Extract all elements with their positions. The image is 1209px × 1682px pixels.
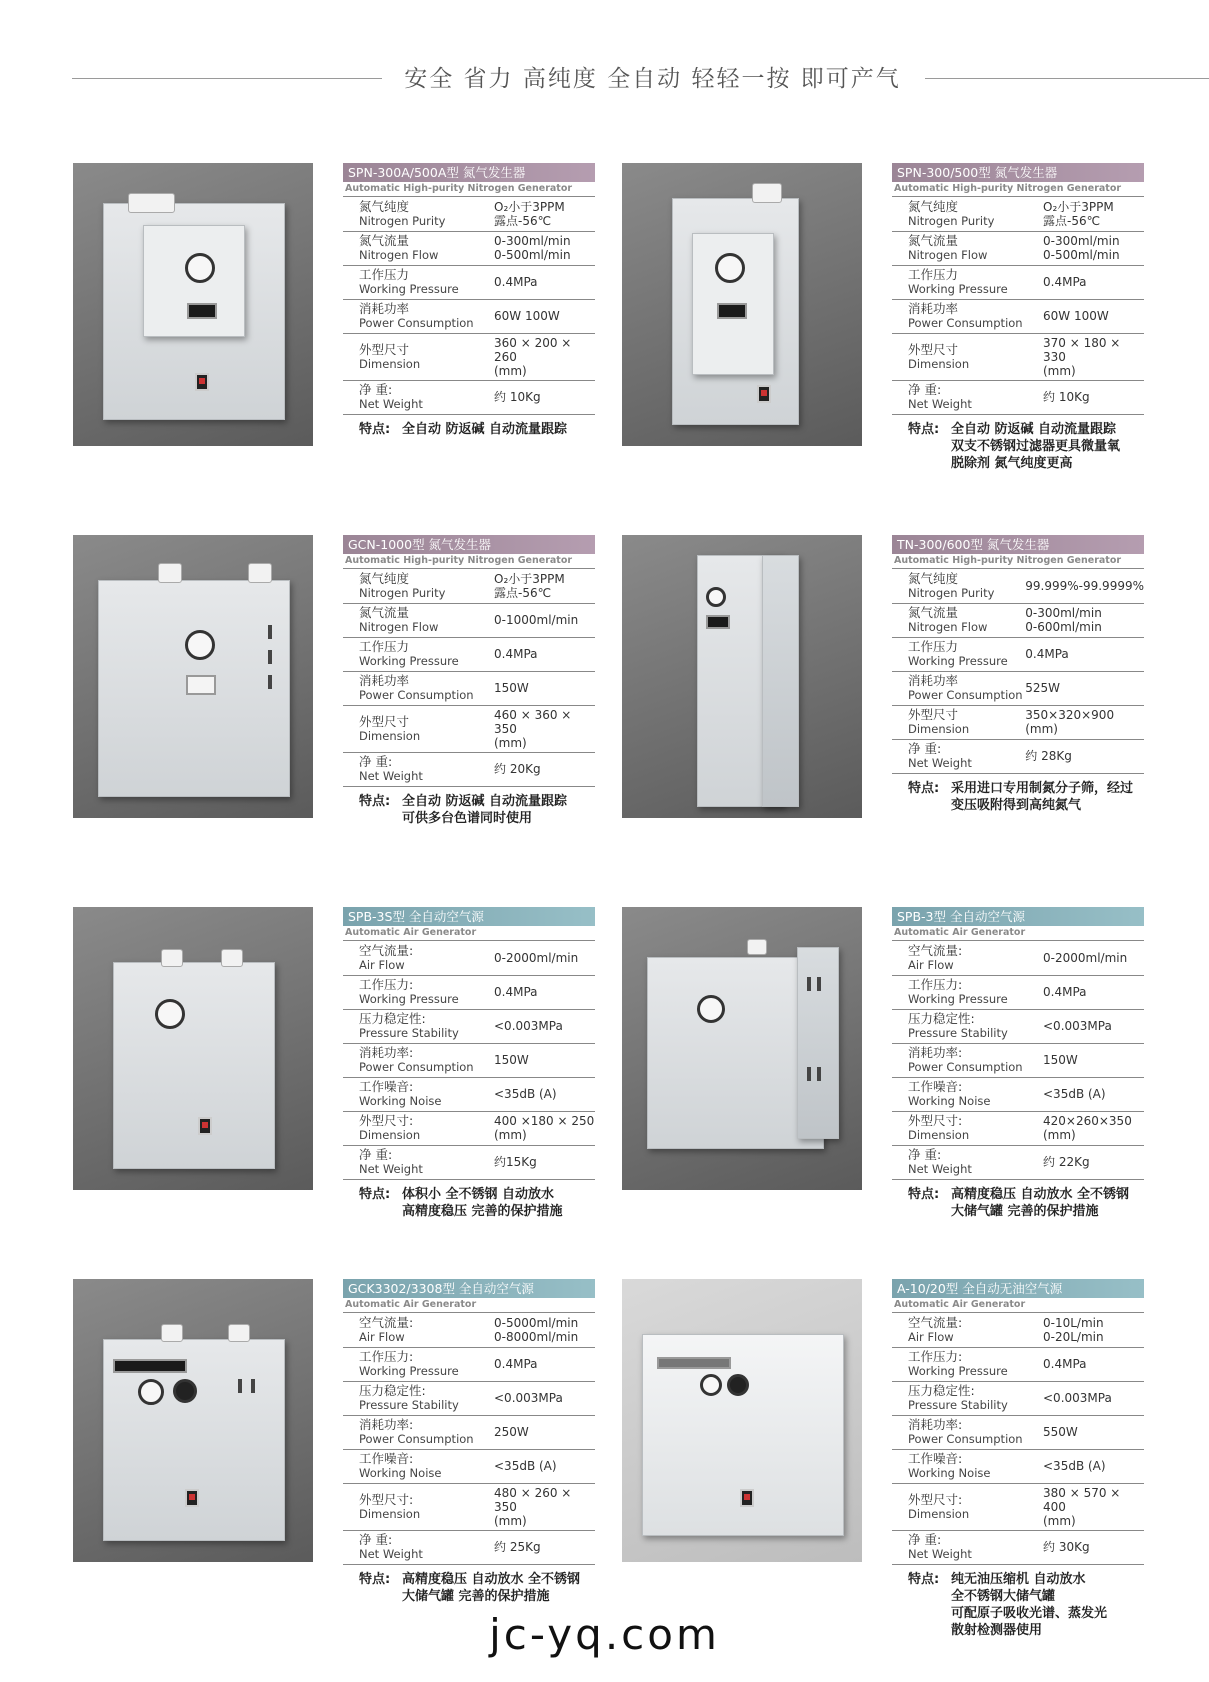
spec-row <box>343 1449 595 1483</box>
spec-key: 工作压力 Working Pressure <box>892 265 1043 299</box>
spec-key: 压力稳定性: Pressure Stability <box>892 1009 1043 1043</box>
spec-row <box>892 1043 1144 1077</box>
spec-value: 380 × 570 × 400 (mm) <box>1043 1483 1144 1530</box>
flow-display <box>706 615 730 629</box>
spec-row <box>892 1077 1144 1111</box>
vent-slot <box>817 977 821 991</box>
spec-key: 净 重: Net Weight <box>892 380 1043 414</box>
spec-row <box>343 333 595 380</box>
spec-row <box>892 975 1144 1009</box>
pressure-gauge-icon <box>700 1374 722 1396</box>
feature-block <box>343 421 595 438</box>
spec-row <box>892 380 1144 414</box>
spec-value: 360 × 200 × 260 (mm) <box>494 333 595 380</box>
feature-block <box>892 421 1144 472</box>
product-card-spn-300 <box>622 163 1147 503</box>
spec-row <box>892 299 1144 333</box>
feature-label: 特点: <box>908 1186 940 1202</box>
product-title: GCN-1000型 氮气发生器 <box>343 535 595 554</box>
product-title: A-10/20型 全自动无油空气源 <box>892 1279 1144 1298</box>
flow-display <box>717 303 747 319</box>
spec-value: 370 × 180 × 330 (mm) <box>1043 333 1144 380</box>
product-title: SPN-300A/500A型 氮气发生器 <box>343 163 595 182</box>
spec-value: 60W 100W <box>1043 299 1144 333</box>
spec-row <box>892 739 1144 773</box>
spec-key: 空气流量: Air Flow <box>343 941 494 975</box>
spec-row <box>343 1313 595 1347</box>
device-cap <box>161 1324 183 1342</box>
spec-row <box>343 1381 595 1415</box>
spec-row <box>892 333 1144 380</box>
spec-sheet <box>892 907 1144 1220</box>
power-switch-icon <box>740 1489 754 1507</box>
spec-row <box>892 231 1144 265</box>
spec-row <box>892 265 1144 299</box>
product-photo <box>622 907 862 1190</box>
spec-row <box>892 941 1144 975</box>
spec-key: 压力稳定性: Pressure Stability <box>892 1381 1043 1415</box>
spec-table <box>343 197 595 415</box>
spec-row <box>343 705 595 752</box>
header-rule-right <box>925 78 1209 79</box>
feature-block <box>343 1186 595 1220</box>
spec-key: 工作压力: Working Pressure <box>892 975 1043 1009</box>
brand-label <box>113 1359 187 1373</box>
product-photo <box>73 163 313 446</box>
spec-key: 工作噪音: Working Noise <box>343 1449 494 1483</box>
feature-label: 特点: <box>908 780 940 796</box>
product-subtitle: Automatic Air Generator <box>343 1298 595 1313</box>
spec-key: 氮气流量 Nitrogen Flow <box>343 231 494 265</box>
spec-row <box>343 569 595 603</box>
spec-value: 0.4MPa <box>1043 1347 1144 1381</box>
spec-table <box>343 1313 595 1565</box>
spec-key: 净 重: Net Weight <box>343 380 494 414</box>
device-body <box>113 962 275 1169</box>
spec-key: 空气流量: Air Flow <box>343 1313 494 1347</box>
spec-key: 氮气纯度 Nitrogen Purity <box>343 569 494 603</box>
spec-row <box>892 1145 1144 1179</box>
spec-value: O₂小于3PPM 露点-56℃ <box>1043 197 1144 231</box>
spec-row <box>343 603 595 637</box>
vent-slot <box>807 1067 811 1081</box>
spec-value: 150W <box>494 1043 595 1077</box>
pressure-gauge-icon <box>715 253 745 283</box>
spec-value: <0.003MPa <box>494 1009 595 1043</box>
product-photo <box>73 907 313 1190</box>
spec-row <box>892 1483 1144 1530</box>
spec-value: 420×260×350 (mm) <box>1043 1111 1144 1145</box>
spec-row <box>343 1077 595 1111</box>
spec-key: 工作压力 Working Pressure <box>343 265 494 299</box>
spec-row <box>343 1009 595 1043</box>
feature-label: 特点: <box>359 1186 391 1202</box>
spec-value: 0-300ml/min 0-500ml/min <box>494 231 595 265</box>
spec-value: 400 ×180 × 250 (mm) <box>494 1111 595 1145</box>
spec-row <box>892 1449 1144 1483</box>
spec-key: 消耗功率: Power Consumption <box>892 1415 1043 1449</box>
feature-label: 特点: <box>908 1571 940 1587</box>
spec-value: 约 20Kg <box>494 752 595 786</box>
feature-text: 高精度稳压 自动放水 全不锈钢 大储气罐 完善的保护措施 <box>951 1186 1130 1219</box>
vent-slot <box>238 1379 242 1393</box>
product-subtitle: Automatic Air Generator <box>892 926 1144 941</box>
device-cap <box>161 949 183 967</box>
product-subtitle: Automatic High-purity Nitrogen Generator <box>892 182 1144 197</box>
pressure-gauge-icon <box>706 587 726 607</box>
spec-key: 外型尺寸: Dimension <box>343 1483 494 1530</box>
spec-value: 460 × 360 × 350 (mm) <box>494 705 595 752</box>
product-title: SPB-3S型 全自动空气源 <box>343 907 595 926</box>
spec-table <box>343 941 595 1180</box>
feature-label: 特点: <box>908 421 940 437</box>
product-subtitle: Automatic Air Generator <box>892 1298 1144 1313</box>
feature-label: 特点: <box>359 1571 391 1587</box>
spec-key: 压力稳定性: Pressure Stability <box>343 1009 494 1043</box>
spec-sheet <box>343 907 595 1220</box>
product-photo <box>622 1279 862 1562</box>
spec-sheet <box>892 535 1144 814</box>
device-side <box>797 947 839 1139</box>
spec-value: 约 28Kg <box>1025 739 1144 773</box>
spec-value: 0.4MPa <box>494 1347 595 1381</box>
spec-row <box>343 1145 595 1179</box>
spec-value: 0-10L/min 0-20L/min <box>1043 1313 1144 1347</box>
spec-value: <35dB (A) <box>494 1077 595 1111</box>
spec-value: <0.003MPa <box>494 1381 595 1415</box>
feature-label: 特点: <box>359 421 391 437</box>
spec-row <box>892 1530 1144 1564</box>
feature-block <box>343 793 595 827</box>
spec-row <box>343 637 595 671</box>
spec-value: 0-2000ml/min <box>1043 941 1144 975</box>
spec-row <box>343 380 595 414</box>
spec-value: 约 25Kg <box>494 1530 595 1564</box>
spec-value: 约 10Kg <box>1043 380 1144 414</box>
spec-key: 工作噪音: Working Noise <box>892 1077 1043 1111</box>
spec-value: 0-1000ml/min <box>494 603 595 637</box>
spec-sheet <box>892 1279 1144 1639</box>
spec-value: 约 10Kg <box>494 380 595 414</box>
spec-key: 工作压力: Working Pressure <box>892 1347 1043 1381</box>
spec-key: 外型尺寸 Dimension <box>343 333 494 380</box>
spec-key: 工作压力 Working Pressure <box>343 637 494 671</box>
spec-value: 0.4MPa <box>494 265 595 299</box>
spec-value: 150W <box>1043 1043 1144 1077</box>
spec-row <box>343 1043 595 1077</box>
spec-row <box>892 1381 1144 1415</box>
spec-key: 外型尺寸: Dimension <box>343 1111 494 1145</box>
spec-key: 外型尺寸 Dimension <box>892 333 1043 380</box>
vent-slot <box>268 675 272 689</box>
product-card-spb-3 <box>622 907 1147 1247</box>
pressure-gauge-icon <box>185 630 215 660</box>
product-card-gcn-1000 <box>73 535 598 875</box>
spec-row <box>343 1483 595 1530</box>
spec-value: 350×320×900 (mm) <box>1025 705 1144 739</box>
spec-key: 工作噪音: Working Noise <box>343 1077 494 1111</box>
spec-key: 氮气纯度 Nitrogen Purity <box>343 197 494 231</box>
vent-slot <box>817 1067 821 1081</box>
product-title: SPB-3型 全自动空气源 <box>892 907 1144 926</box>
spec-key: 氮气流量 Nitrogen Flow <box>343 603 494 637</box>
feature-text: 全自动 防返碱 自动流量跟踪 双支不锈钢过滤器更具微量氧 脱除剂 氮气纯度更高 <box>951 421 1121 471</box>
spec-row <box>343 197 595 231</box>
product-card-tn-300 <box>622 535 1147 875</box>
spec-key: 外型尺寸 Dimension <box>343 705 494 752</box>
feature-block <box>892 1186 1144 1220</box>
spec-row <box>343 265 595 299</box>
spec-key: 消耗功率: Power Consumption <box>343 1043 494 1077</box>
spec-row <box>343 1111 595 1145</box>
spec-key: 工作噪音: Working Noise <box>892 1449 1043 1483</box>
spec-value: <35dB (A) <box>1043 1077 1144 1111</box>
product-subtitle: Automatic Air Generator <box>343 926 595 941</box>
spec-table <box>343 569 595 787</box>
product-subtitle: Automatic High-purity Nitrogen Generator <box>892 554 1144 569</box>
spec-value: 0.4MPa <box>1043 265 1144 299</box>
vent-slot <box>807 977 811 991</box>
feature-text: 全自动 防返碱 自动流量跟踪 <box>402 421 568 437</box>
spec-row <box>892 671 1144 705</box>
spec-key: 工作压力: Working Pressure <box>343 975 494 1009</box>
spec-key: 外型尺寸: Dimension <box>892 1483 1043 1530</box>
power-switch-icon <box>185 1489 199 1507</box>
brand-label <box>657 1357 731 1369</box>
page-header <box>0 58 1209 98</box>
spec-row <box>892 1415 1144 1449</box>
spec-sheet <box>343 163 595 438</box>
feature-block <box>892 780 1144 814</box>
device-cap <box>228 1324 250 1342</box>
spec-value: 约 22Kg <box>1043 1145 1144 1179</box>
spec-key: 外型尺寸: Dimension <box>892 1111 1043 1145</box>
pressure-knob-icon <box>173 1379 197 1403</box>
spec-value: 0.4MPa <box>1043 975 1144 1009</box>
power-switch-icon <box>198 1117 212 1135</box>
feature-text: 全自动 防返碱 自动流量跟踪 可供多台色谱同时使用 <box>402 793 568 826</box>
spec-key: 空气流量: Air Flow <box>892 1313 1043 1347</box>
header-rule-left <box>72 78 382 79</box>
spec-key: 净 重: Net Weight <box>343 1145 494 1179</box>
feature-text: 纯无油压缩机 自动放水 全不锈钢大储气罐 可配原子吸收光谱、蒸发光 散射检测器使用 <box>951 1571 1108 1638</box>
spec-key: 工作压力 Working Pressure <box>892 637 1025 671</box>
product-card-spn-300a <box>73 163 598 503</box>
pressure-knob-icon <box>727 1374 749 1396</box>
flow-meter <box>186 675 216 695</box>
spec-value: <0.003MPa <box>1043 1009 1144 1043</box>
device-side <box>762 555 799 807</box>
product-title: GCK3302/3308型 全自动空气源 <box>343 1279 595 1298</box>
device-cap <box>128 193 175 213</box>
product-photo <box>622 163 862 446</box>
spec-key: 净 重: Net Weight <box>892 1145 1043 1179</box>
spec-row <box>892 1111 1144 1145</box>
spec-key: 氮气纯度 Nitrogen Purity <box>892 197 1043 231</box>
spec-key: 净 重: Net Weight <box>892 739 1025 773</box>
product-photo <box>73 1279 313 1562</box>
spec-value: 0.4MPa <box>494 637 595 671</box>
spec-key: 氮气流量 Nitrogen Flow <box>892 603 1025 637</box>
feature-text: 高精度稳压 自动放水 全不锈钢 大储气罐 完善的保护措施 <box>402 1571 581 1604</box>
spec-row <box>892 705 1144 739</box>
spec-key: 空气流量: Air Flow <box>892 941 1043 975</box>
spec-value: <35dB (A) <box>1043 1449 1144 1483</box>
spec-value: 99.999%-99.9999% <box>1025 569 1144 603</box>
spec-row <box>343 1530 595 1564</box>
spec-row <box>343 231 595 265</box>
spec-table <box>892 941 1144 1180</box>
product-card-spb-3s <box>73 907 598 1247</box>
spec-key: 消耗功率 Power Consumption <box>343 671 494 705</box>
device-cap <box>752 183 782 203</box>
spec-value: 约15Kg <box>494 1145 595 1179</box>
feature-text: 体积小 全不锈钢 自动放水 高精度稳压 完善的保护措施 <box>402 1186 563 1219</box>
spec-value: 0-300ml/min 0-500ml/min <box>1043 231 1144 265</box>
spec-value: <0.003MPa <box>1043 1381 1144 1415</box>
device-cap <box>248 563 272 583</box>
spec-row <box>892 1313 1144 1347</box>
vent-slot <box>268 625 272 639</box>
pressure-gauge-icon <box>185 253 215 283</box>
spec-key: 净 重: Net Weight <box>343 1530 494 1564</box>
spec-key: 消耗功率: Power Consumption <box>343 1415 494 1449</box>
power-switch-icon <box>195 373 209 391</box>
spec-value: 0.4MPa <box>494 975 595 1009</box>
spec-row <box>343 299 595 333</box>
flow-display <box>187 303 217 319</box>
spec-value: 60W 100W <box>494 299 595 333</box>
spec-key: 消耗功率 Power Consumption <box>892 299 1043 333</box>
power-switch-icon <box>757 385 771 403</box>
device-cap <box>747 939 767 955</box>
spec-row <box>892 569 1144 603</box>
spec-row <box>343 975 595 1009</box>
spec-value: 0-5000ml/min 0-8000ml/min <box>494 1313 595 1347</box>
spec-value: O₂小于3PPM 露点-56℃ <box>494 569 595 603</box>
spec-key: 工作压力: Working Pressure <box>343 1347 494 1381</box>
spec-row <box>343 752 595 786</box>
spec-value: 0-300ml/min 0-600ml/min <box>1025 603 1144 637</box>
vent-slot <box>268 650 272 664</box>
spec-key: 净 重: Net Weight <box>892 1530 1043 1564</box>
spec-row <box>892 1009 1144 1043</box>
spec-key: 消耗功率 Power Consumption <box>892 671 1025 705</box>
product-subtitle: Automatic High-purity Nitrogen Generator <box>343 182 595 197</box>
product-card-gck3302 <box>73 1279 598 1619</box>
spec-row <box>343 941 595 975</box>
spec-table <box>892 569 1144 774</box>
spec-value: 525W <box>1025 671 1144 705</box>
spec-row <box>892 1347 1144 1381</box>
spec-value: 0-2000ml/min <box>494 941 595 975</box>
spec-table <box>892 197 1144 415</box>
device-cap <box>221 949 243 967</box>
pressure-gauge-icon <box>138 1379 164 1405</box>
spec-table <box>892 1313 1144 1565</box>
spec-value: 480 × 260 × 350 (mm) <box>494 1483 595 1530</box>
spec-key: 消耗功率: Power Consumption <box>892 1043 1043 1077</box>
feature-label: 特点: <box>359 793 391 809</box>
spec-value: <35dB (A) <box>494 1449 595 1483</box>
spec-value: 250W <box>494 1415 595 1449</box>
spec-sheet <box>343 535 595 827</box>
spec-value: 0.4MPa <box>1025 637 1144 671</box>
pressure-gauge-icon <box>697 995 725 1023</box>
spec-row <box>343 1347 595 1381</box>
product-photo <box>73 535 313 818</box>
spec-value: O₂小于3PPM 露点-56℃ <box>494 197 595 231</box>
spec-row <box>343 1415 595 1449</box>
spec-key: 净 重: Net Weight <box>343 752 494 786</box>
vent-slot <box>251 1379 255 1393</box>
product-card-a-10 <box>622 1279 1147 1638</box>
spec-row <box>892 603 1144 637</box>
spec-sheet <box>892 163 1144 472</box>
spec-sheet <box>343 1279 595 1605</box>
spec-row <box>343 671 595 705</box>
spec-key: 氮气纯度 Nitrogen Purity <box>892 569 1025 603</box>
pressure-gauge-icon <box>155 999 185 1029</box>
spec-key: 压力稳定性: Pressure Stability <box>343 1381 494 1415</box>
feature-text: 采用进口专用制氮分子筛，经过 变压吸附得到高纯氮气 <box>951 780 1134 813</box>
feature-block <box>343 1571 595 1605</box>
page-title: 安全 省力 高纯度 全自动 轻轻一按 即可产气 <box>404 66 901 92</box>
spec-row <box>892 197 1144 231</box>
spec-value: 约 30Kg <box>1043 1530 1144 1564</box>
spec-key: 外型尺寸 Dimension <box>892 705 1025 739</box>
spec-key: 氮气流量 Nitrogen Flow <box>892 231 1043 265</box>
product-title: SPN-300/500型 氮气发生器 <box>892 163 1144 182</box>
spec-key: 消耗功率 Power Consumption <box>343 299 494 333</box>
product-title: TN-300/600型 氮气发生器 <box>892 535 1144 554</box>
product-photo <box>622 535 862 818</box>
spec-row <box>892 637 1144 671</box>
spec-value: 150W <box>494 671 595 705</box>
product-subtitle: Automatic High-purity Nitrogen Generator <box>343 554 595 569</box>
spec-value: 550W <box>1043 1415 1144 1449</box>
site-url: jc-yq.com <box>489 1610 720 1659</box>
device-cap <box>158 563 182 583</box>
